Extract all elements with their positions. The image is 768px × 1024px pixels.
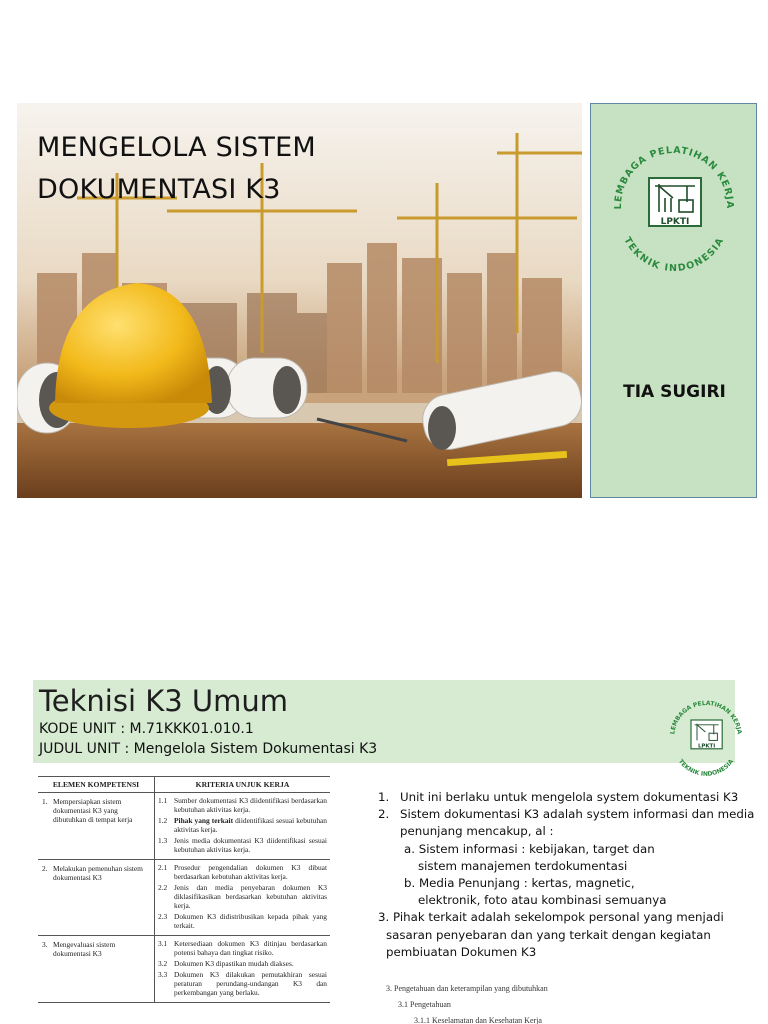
criteria-text: Prosedur pengendalian dokumen K3 dibuat berdasarkan kebutuhan aktivitas kerja. — [174, 863, 327, 881]
construction-hero-image — [17, 103, 582, 498]
logo-small-badge-text: LPKTI — [697, 743, 716, 750]
presentation-title — [37, 127, 557, 211]
criteria-text: Dokumen K3 dilakukan pemutakhiran sesuai peraturan perundang-undangan K3 dan perkembangan yang berlaku. — [174, 970, 327, 997]
criteria-text: Jenis dan media penyebaran dokumen K3 diklasifikasikan berdasarkan kebutuhan aktivitas kerja. — [174, 883, 327, 910]
svg-text:TEKNIK INDONESIA — [677, 758, 735, 778]
table-row — [38, 936, 330, 1003]
list-item-3: 3. Pihak terkait adalah sekelompok personal yang menjadi — [378, 910, 724, 925]
unit-header — [33, 680, 735, 763]
element-text: Mempersiapkan sistem dokumentasi K3 yang dibutuhkan di tempat kerja — [53, 797, 133, 824]
list-text: Unit ini berlaku untuk mengelola system dokumentasi K3 — [400, 790, 739, 804]
list-number: 2. — [378, 807, 390, 822]
logo-small-arc-top-text: LEMBAGA PELATIHAN KERJA — [669, 699, 743, 735]
subsection-heading: 3.1 Pengetahuan — [398, 1000, 451, 1009]
criteria-cell — [155, 793, 330, 859]
element-cell — [38, 860, 155, 935]
title-line-2: DOKUMENTASI K3 — [37, 174, 281, 205]
competency-table — [38, 776, 330, 1024]
list-item — [378, 806, 758, 840]
criteria-number: 1.3 — [158, 836, 168, 845]
criteria-text: diidentifikasi sesuai kebutuhan aktivitas kerja. — [174, 816, 328, 834]
table-header-row — [38, 776, 330, 793]
title-line-1: MENGELOLA SISTEM — [37, 132, 316, 163]
knowledge-section-excerpt — [386, 981, 766, 1024]
criteria-number: 2.3 — [158, 912, 168, 921]
criteria-text: Jenis media dokumentasi K3 diidentifikasi sesuai kebutuhan aktivitas kerja. — [174, 836, 327, 854]
list-item-3-continued: sasaran penyebaran dan yang terkait dengan kegiatan — [386, 927, 711, 942]
criteria-number: 3.2 — [158, 959, 168, 968]
unit-description-list — [378, 789, 758, 961]
element-number: 1. — [42, 797, 48, 806]
subsubsection-heading: 3.1.1 Keselamatan dan Kesehatan Kerja — [414, 1016, 542, 1024]
list-item-3-end: pembiuatan Dokumen K3 — [386, 944, 537, 959]
kode-unit: KODE UNIT : M.71KKK01.010.1 — [39, 721, 254, 737]
criteria-bold-term: Pihak yang terkait — [174, 816, 234, 825]
author-panel — [590, 103, 757, 498]
element-text: Mengevaluasi sistem dokumentasi K3 — [53, 940, 116, 958]
criteria-number: 2.1 — [158, 863, 168, 872]
criteria-text: Ketersediaan dokumen K3 ditinjau berdasarkan potensi bahaya dan tingkat risiko. — [174, 939, 327, 957]
table-row — [38, 860, 330, 936]
slide-title: Teknisi K3 Umum — [39, 684, 289, 718]
criteria-text: Dokumen K3 dipastikan mudah diakses. — [174, 959, 294, 968]
sub-item-b-continued: elektronik, foto atau kombinasi semuanya — [418, 893, 667, 908]
section-heading: 3. Pengetahuan dan keterampilan yang dibutuhkan — [386, 984, 548, 993]
criteria-number: 3.3 — [158, 970, 168, 979]
author-name: TIA SUGIRI — [623, 382, 726, 402]
logo-badge-text: LPKTI — [660, 217, 690, 227]
svg-text:TEKNIK INDONESIA — [621, 235, 726, 274]
list-number: 1. — [378, 790, 390, 804]
criteria-number: 1.2 — [158, 816, 168, 825]
sub-item-a: a. Sistem informasi : kebijakan, target dan — [404, 841, 655, 856]
criteria-cell — [155, 860, 330, 935]
element-number: 2. — [42, 864, 48, 873]
lpkti-logo-small — [661, 690, 751, 780]
logo-arc-top-text: LEMBAGA PELATIHAN KERJA — [612, 144, 736, 210]
header-kriteria-unjuk-kerja: KRITERIA UNJUK KERJA — [195, 780, 290, 789]
sub-item-b: b. Media Penunjang : kertas, magnetic, — [404, 876, 635, 891]
lpkti-logo — [599, 128, 749, 278]
criteria-number: 1.1 — [158, 796, 168, 805]
judul-unit: JUDUL UNIT : Mengelola Sistem Dokumentasi K3 — [39, 741, 378, 757]
criteria-text: Sumber dokumentasi K3 diidentifikasi berdasarkan kebutuhan aktivitas kerja. — [174, 796, 327, 814]
logo-small-arc-bottom-text: TEKNIK INDONESIA — [676, 758, 736, 778]
criteria-number: 2.2 — [158, 883, 168, 892]
list-item — [378, 789, 758, 806]
header-elemen-kompetensi: ELEMEN KOMPETENSI — [38, 777, 155, 792]
sub-item-a-continued: sistem manajemen terdokumentasi — [418, 858, 628, 873]
table-row — [38, 793, 330, 860]
element-cell — [38, 793, 155, 859]
criteria-text: Dokumen K3 didistribusikan kepada pihak yang terkait. — [174, 912, 327, 930]
element-cell — [38, 936, 155, 1002]
element-text: Melakukan pemenuhan sistem dokumentasi K3 — [53, 864, 143, 882]
list-text: Sistem dokumentasi K3 adalah system informasi dan media — [400, 807, 755, 822]
element-number: 3. — [42, 940, 48, 949]
logo-arc-bottom-text: TEKNIK INDONESIA — [621, 235, 727, 275]
list-text-continued: penunjang mencakup, al : — [400, 824, 554, 839]
criteria-number: 3.1 — [158, 939, 168, 948]
criteria-cell — [155, 936, 330, 1002]
